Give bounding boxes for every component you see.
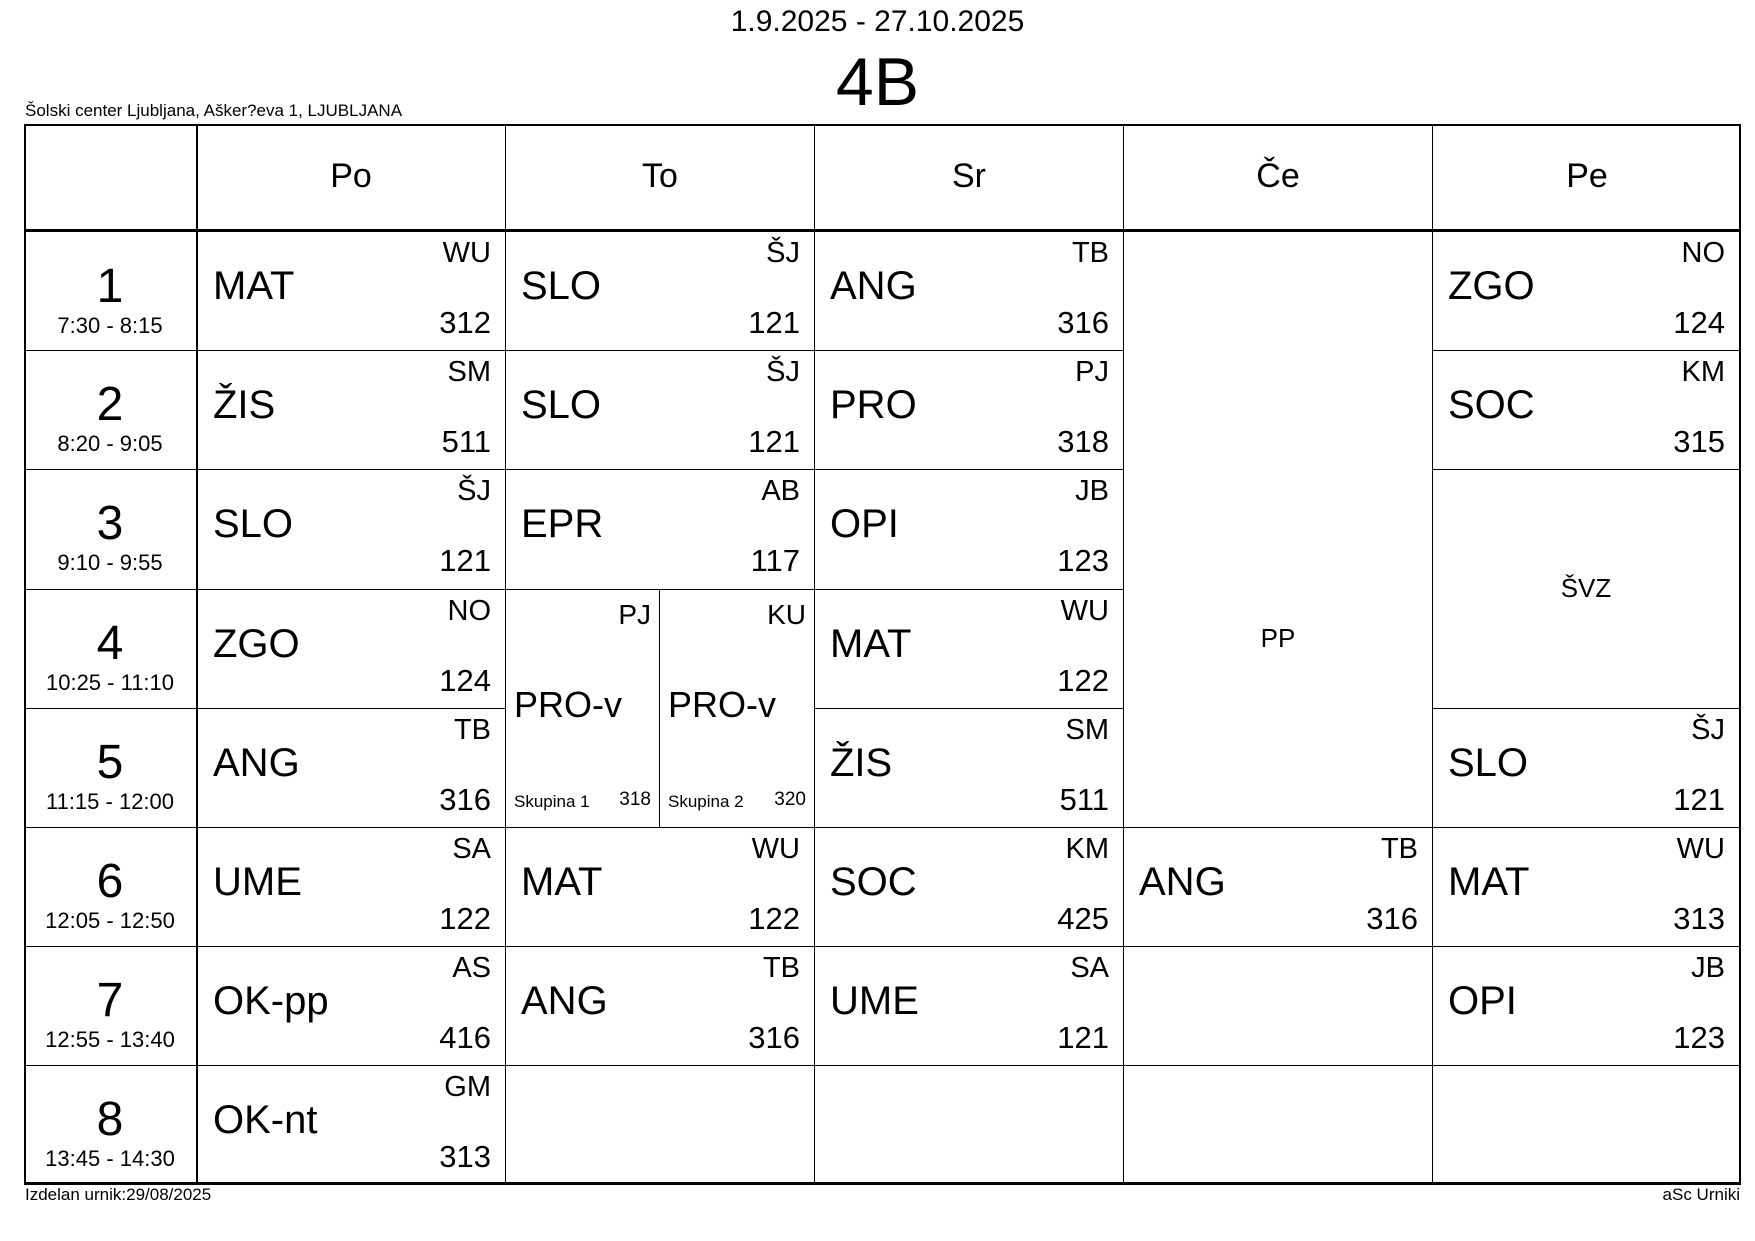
period-number: 3 (96, 497, 124, 550)
lesson-subject: SLO (521, 264, 602, 308)
lesson-room: 123 (1673, 1020, 1725, 1055)
day-header-ce: Če (1256, 157, 1300, 195)
period-time: 12:55 - 13:40 (45, 1027, 175, 1052)
lesson-cell[interactable] (198, 590, 505, 708)
lesson-room: 425 (1057, 901, 1109, 936)
day-header-pe: Pe (1566, 157, 1608, 195)
lesson-cell[interactable] (1124, 828, 1432, 946)
lesson-teacher: NO (1681, 237, 1725, 269)
lesson-cell[interactable] (1433, 351, 1739, 469)
lesson-teacher: KM (1681, 356, 1725, 388)
period-1 (24, 232, 196, 350)
lesson-teacher: AB (761, 475, 800, 507)
lesson-subject: EPR (521, 502, 604, 546)
lesson-cell[interactable] (815, 590, 1123, 708)
lesson-subject: PRO (830, 383, 917, 427)
block-lesson-pp[interactable] (1124, 232, 1432, 827)
lesson-teacher: TB (1071, 237, 1109, 269)
block-lesson-svz[interactable] (1433, 470, 1739, 708)
period-number: 6 (96, 855, 124, 908)
block-label: PP (1260, 623, 1296, 653)
lesson-cell[interactable] (815, 232, 1123, 350)
lesson-teacher: SM (447, 356, 491, 388)
lesson-subject: ŽIS (830, 741, 893, 785)
timetable-grid (24, 124, 1741, 1184)
lesson-room: 315 (1673, 424, 1725, 459)
lesson-teacher: NO (447, 595, 491, 627)
lesson-cell[interactable] (1433, 828, 1739, 946)
lesson-cell-group-2[interactable] (660, 590, 814, 827)
lesson-subject: OPI (1448, 979, 1517, 1023)
lesson-cell[interactable] (506, 828, 814, 946)
lesson-teacher: WU (442, 237, 491, 269)
lesson-room: 122 (439, 901, 491, 936)
lesson-subject: UME (830, 979, 919, 1023)
lesson-room: 320 (774, 789, 806, 810)
lesson-teacher: GM (444, 1071, 491, 1103)
lesson-subject: SLO (1448, 741, 1529, 785)
lesson-room: 124 (439, 663, 491, 698)
lesson-room: 316 (748, 1020, 800, 1055)
brand-label: aSc Urniki (1662, 1185, 1740, 1204)
lesson-teacher: KM (1065, 833, 1109, 865)
period-number: 7 (96, 974, 124, 1027)
lesson-teacher: ŠJ (766, 237, 800, 269)
lesson-cell-group-1[interactable] (506, 590, 659, 827)
lesson-subject: OK-pp (213, 979, 329, 1023)
school-name: Šolski center Ljubljana, Ašker?eva 1, LJUBLJANA (25, 101, 403, 120)
lesson-teacher: KU (767, 599, 806, 630)
lesson-cell[interactable] (198, 351, 505, 469)
lesson-teacher: WU (751, 833, 800, 865)
period-7 (24, 946, 196, 1065)
lesson-cell[interactable] (815, 351, 1123, 469)
lesson-subject: MAT (830, 622, 912, 666)
lesson-cell[interactable] (198, 828, 505, 946)
lesson-room: 511 (1059, 782, 1109, 817)
lesson-subject: MAT (213, 264, 295, 308)
lesson-teacher: PJ (1075, 356, 1109, 388)
lesson-room: 121 (1057, 1020, 1109, 1055)
lesson-cell[interactable] (506, 947, 814, 1065)
lesson-subject: ZGO (1448, 264, 1535, 308)
lesson-subject: MAT (1448, 860, 1530, 904)
lesson-teacher: WU (1676, 833, 1725, 865)
lesson-subject: ANG (521, 979, 608, 1023)
lesson-subject: SOC (830, 860, 917, 904)
lesson-subject: OK-nt (213, 1098, 318, 1142)
period-number: 2 (96, 378, 124, 431)
lesson-teacher: TB (1380, 833, 1418, 865)
period-3 (24, 469, 196, 589)
lesson-subject: MAT (521, 860, 603, 904)
lesson-room: 124 (1673, 305, 1725, 340)
lesson-subject: ŽIS (213, 383, 276, 427)
lesson-subject: ZGO (213, 622, 300, 666)
lesson-teacher: SA (1070, 952, 1109, 984)
lesson-subject: ANG (1139, 860, 1226, 904)
lesson-cell[interactable] (815, 947, 1123, 1065)
block-label: ŠVZ (1560, 573, 1612, 603)
period-time: 11:15 - 12:00 (45, 789, 175, 814)
lesson-room: 416 (439, 1020, 491, 1055)
lesson-room: 117 (750, 543, 800, 578)
lesson-cell[interactable] (1433, 947, 1739, 1065)
period-number: 4 (96, 617, 124, 670)
lesson-subject: PRO-v (514, 684, 622, 725)
lesson-cell[interactable] (198, 947, 505, 1065)
lesson-room: 313 (1673, 901, 1725, 936)
lesson-room: 511 (441, 424, 491, 459)
lesson-room: 121 (1673, 782, 1725, 817)
lesson-teacher: TB (762, 952, 800, 984)
lesson-room: 123 (1057, 543, 1109, 578)
lesson-cell[interactable] (1433, 232, 1739, 350)
period-6 (24, 827, 196, 946)
lesson-room: 312 (439, 305, 491, 340)
lesson-group: Skupina 2 (668, 792, 744, 811)
class-title: 4B (835, 44, 920, 120)
lesson-teacher: ŠJ (457, 475, 491, 507)
lesson-room: 318 (619, 789, 651, 810)
lesson-room: 316 (439, 782, 491, 817)
lesson-cell[interactable] (1433, 709, 1739, 827)
lesson-subject: SLO (521, 383, 602, 427)
period-time: 8:20 - 9:05 (57, 431, 163, 456)
period-5 (24, 708, 196, 827)
lesson-subject: SLO (213, 502, 294, 546)
lesson-subject: SOC (1448, 383, 1535, 427)
period-time: 13:45 - 14:30 (45, 1146, 175, 1171)
lesson-teacher: SM (1065, 714, 1109, 746)
day-header-sr: Sr (952, 157, 986, 195)
period-time: 12:05 - 12:50 (45, 908, 175, 933)
period-number: 8 (96, 1093, 124, 1146)
lesson-teacher: JB (1691, 952, 1725, 984)
day-header-to: To (642, 157, 678, 195)
period-4 (24, 589, 196, 708)
created-date: Izdelan urnik:29/08/2025 (25, 1185, 212, 1204)
lesson-cell[interactable] (506, 232, 814, 350)
lesson-room: 316 (1366, 901, 1418, 936)
lesson-subject: OPI (830, 502, 899, 546)
lesson-cell[interactable] (506, 351, 814, 469)
lesson-teacher: SA (452, 833, 491, 865)
lesson-teacher: ŠJ (766, 356, 800, 388)
lesson-subject: ANG (213, 741, 300, 785)
lesson-room: 121 (748, 424, 800, 459)
date-range: 1.9.2025 - 27.10.2025 (730, 5, 1025, 38)
lesson-teacher: TB (453, 714, 491, 746)
lesson-room: 313 (439, 1139, 491, 1174)
lesson-cell[interactable] (198, 232, 505, 350)
lesson-teacher: JB (1075, 475, 1109, 507)
day-header-po: Po (330, 157, 372, 195)
lesson-subject: UME (213, 860, 302, 904)
lesson-room: 122 (748, 901, 800, 936)
lesson-teacher: PJ (618, 599, 651, 630)
lesson-cell[interactable] (815, 470, 1123, 589)
lesson-teacher: AS (452, 952, 491, 984)
lesson-teacher: ŠJ (1691, 714, 1725, 746)
lesson-group: Skupina 1 (514, 792, 590, 811)
lesson-subject: ANG (830, 264, 917, 308)
lesson-teacher: WU (1060, 595, 1109, 627)
lesson-cell[interactable] (815, 709, 1123, 827)
lesson-room: 122 (1057, 663, 1109, 698)
period-time: 10:25 - 11:10 (45, 670, 175, 695)
lesson-cell[interactable] (815, 828, 1123, 946)
lesson-room: 121 (748, 305, 800, 340)
lesson-cell[interactable] (198, 1066, 505, 1182)
period-8 (24, 1065, 196, 1184)
lesson-cell[interactable] (198, 470, 505, 589)
period-number: 1 (96, 260, 124, 313)
lesson-cell[interactable] (198, 709, 505, 827)
period-2 (24, 350, 196, 469)
lesson-subject: PRO-v (668, 684, 776, 725)
period-time: 7:30 - 8:15 (57, 313, 163, 338)
lesson-cell[interactable] (506, 470, 814, 589)
lesson-room: 318 (1057, 424, 1109, 459)
period-time: 9:10 - 9:55 (57, 550, 163, 575)
lesson-room: 316 (1057, 305, 1109, 340)
lesson-room: 121 (439, 543, 491, 578)
period-number: 5 (96, 736, 124, 789)
